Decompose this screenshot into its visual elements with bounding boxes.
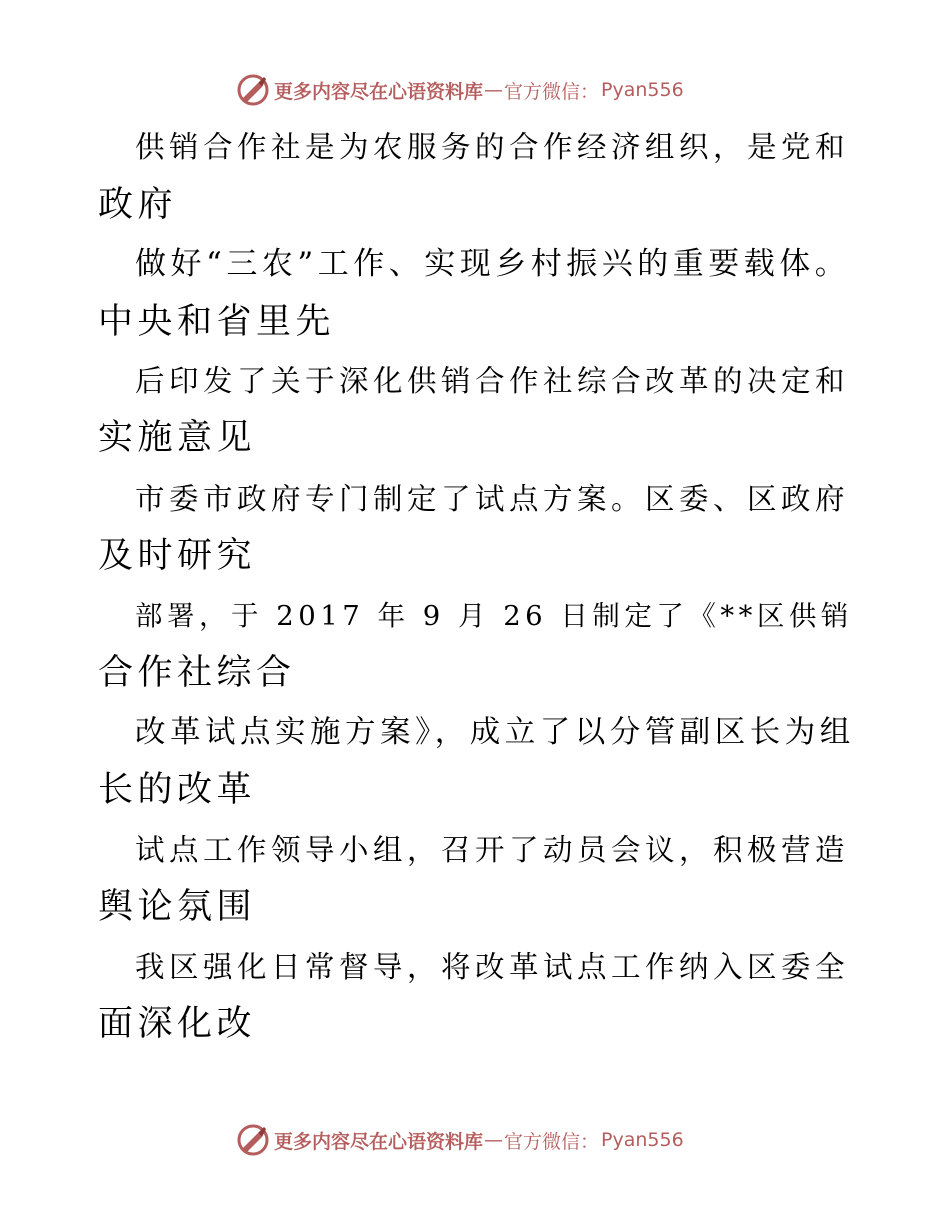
paragraph-3-line-1: 后印发了关于深化供销合作社综合改革的决定和 bbox=[135, 364, 850, 398]
footer-banner bbox=[236, 1123, 684, 1157]
paragraph-7-line-1: 试点工作领导小组，召开了动员会议，积极营造 bbox=[135, 833, 850, 867]
banner-wechat-label: 官方微信： bbox=[504, 80, 600, 103]
banner-wechat-id: Pyan556 bbox=[601, 79, 684, 101]
paragraph-7-line-2: 舆论氛围 bbox=[98, 887, 257, 927]
paragraph-5-line-1: 部署，于 2017 年 9 月 26 日制定了《**区供销 bbox=[135, 600, 853, 632]
header-banner bbox=[236, 73, 684, 107]
paragraph-4-line-1: 市委市政府专门制定了试点方案。区委、区政府 bbox=[135, 482, 850, 516]
paragraph-8-line-2: 面深化改 bbox=[98, 1004, 257, 1044]
paragraph-6-line-2: 长的改革 bbox=[98, 770, 257, 810]
paragraph-2-line-2: 中央和省里先 bbox=[98, 302, 336, 342]
pen-logo-icon bbox=[236, 73, 270, 107]
paragraph-3-line-2: 实施意见 bbox=[98, 418, 257, 458]
pen-logo-icon bbox=[236, 1123, 270, 1157]
paragraph-8-line-1: 我区强化日常督导，将改革试点工作纳入区委全 bbox=[135, 950, 850, 984]
paragraph-2-line-1: 做好“三农”工作、实现乡村振兴的重要载体。 bbox=[135, 246, 851, 282]
banner-wechat-id: Pyan556 bbox=[601, 1129, 684, 1151]
paragraph-5-line-2: 合作社综合 bbox=[98, 653, 296, 693]
banner-wechat-label: 官方微信： bbox=[504, 1130, 600, 1153]
paragraph-6-line-1: 改革试点实施方案》，成立了以分管副区长为组 bbox=[135, 715, 855, 750]
banner-slogan: 更多内容尽在心语资料库 bbox=[274, 80, 484, 103]
paragraph-1-line-1: 供销合作社是为农服务的合作经济组织，是党和 bbox=[135, 130, 850, 164]
banner-separator: — bbox=[484, 1129, 504, 1151]
paragraph-1-line-2: 政府 bbox=[98, 185, 178, 225]
banner-slogan: 更多内容尽在心语资料库 bbox=[274, 1130, 484, 1153]
paragraph-4-line-2: 及时研究 bbox=[98, 536, 257, 576]
banner-separator: — bbox=[484, 79, 504, 101]
